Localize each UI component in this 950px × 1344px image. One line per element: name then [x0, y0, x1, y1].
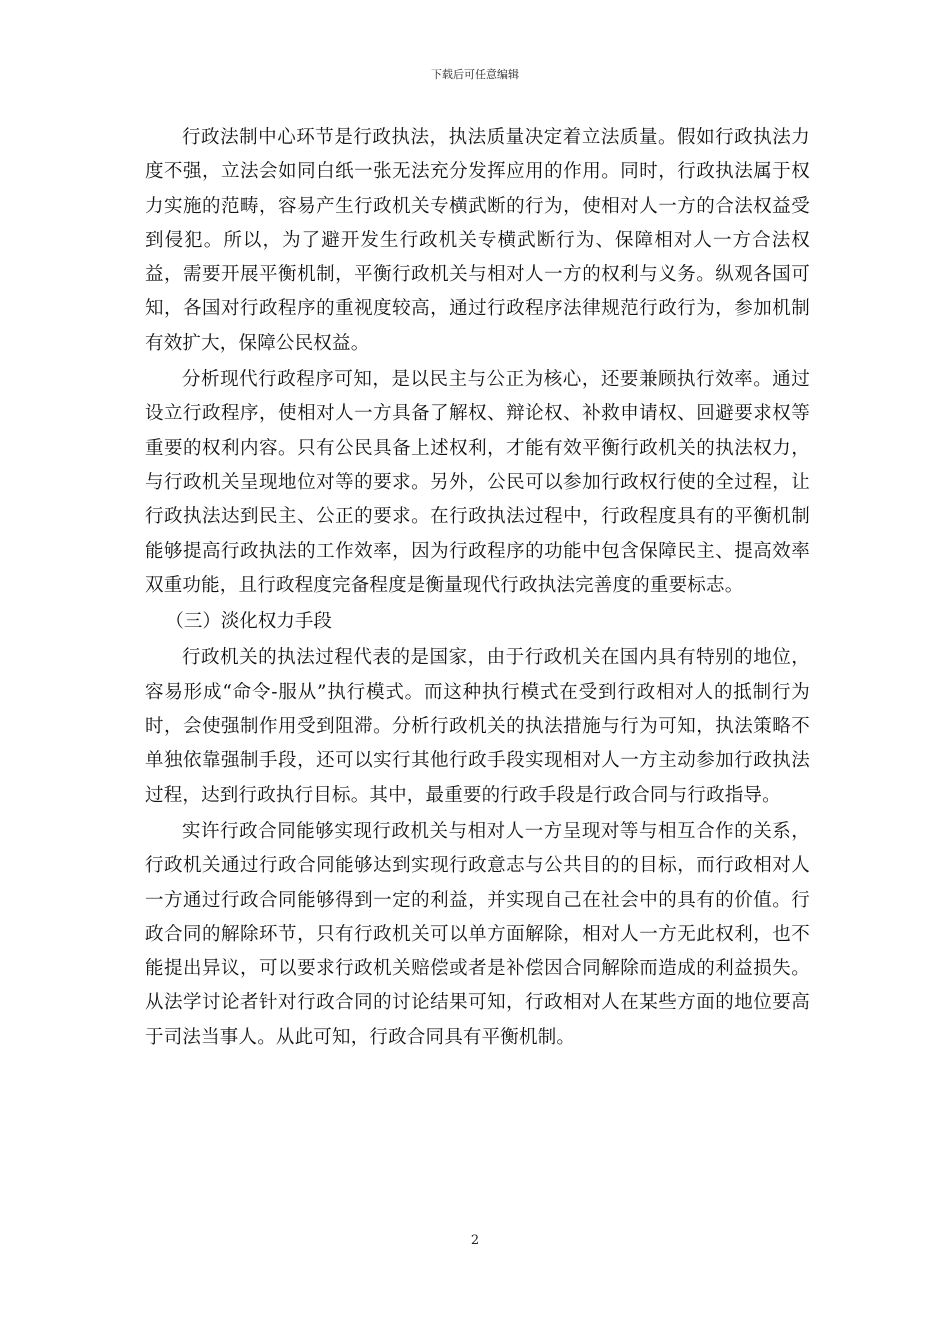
paragraph-3: 行政机关的执法过程代表的是国家，由于行政机关在国内具有特别的地位，容易形成“命令-服从”执行模式。而这种执行模式在受到行政相对人的抵制行为时，会使强制作用受到阻滞。分析行政机关的执法措施与行为可知，执法策略不单独依靠强制手段，还可以实行其他行政手段实现相对人一方主动参加行政执法过程，达到行政执行目标。其中，最重要的行政手段是行政合同与行政指导。 [145, 647, 810, 806]
page-header: 下载后可任意编辑 [431, 68, 519, 81]
document-body [145, 121, 810, 1057]
section-heading: （三）淡化权力手段 [165, 611, 332, 633]
paragraph-2: 分析现代行政程序可知，是以民主与公正为核心，还要兼顾执行效率。通过设立行政程序，使相对人一方具备了解权、辩论权、补救申请权、回避要求权等重要的权利内容。只有公民具备上述权利，才能有效平衡行政机关的执法权力，与行政机关呈现地位对等的要求。另外，公民可以参加行政权行使的全过程，让行政执法达到民主、公正的要求。在行政执法过程中，行政程度具有的平衡机制能够提高行政执法的工作效率，因为行政程序的功能中包含保障民主、提高效率双重功能，且行政程度完备程度是衡量现代行政执法完善度的重要标志。 [145, 369, 810, 596]
paragraph-4: 实许行政合同能够实现行政机关与相对人一方呈现对等与相互合作的关系，行政机关通过行政合同能够达到实现行政意志与公共目的的目标，而行政相对人一方通过行政合同能够得到一定的利益，并实现自己在社会中的具有的价值。行政合同的解除环节，只有行政机关可以单方面解除，相对人一方无此权利，也不能提出异议，可以要求行政机关赔偿或者是补偿因合同解除而造成的利益损失。从法学讨论者针对行政合同的讨论结果可知，行政相对人在某些方面的地位要高于司法当事人。从此可知，行政合同具有平衡机制。 [145, 820, 810, 1048]
paragraph-1: 行政法制中心环节是行政执法，执法质量决定着立法质量。假如行政执法力度不强，立法会如同白纸一张无法充分发挥应用的作用。同时，行政执法属于权力实施的范畴，容易产生行政机关专横武断的行为，使相对人一方的合法权益受到侵犯。所以，为了避开发生行政机关专横武断行为、保障相对人一方合法权益，需要开展平衡机制，平衡行政机关与相对人一方的权利与义务。纵观各国可知，各国对行政程序的重视度较高，通过行政程序法律规范行政行为，参加机制有效扩大，保障公民权益。 [145, 127, 810, 354]
page-number: 2 [470, 1233, 480, 1248]
